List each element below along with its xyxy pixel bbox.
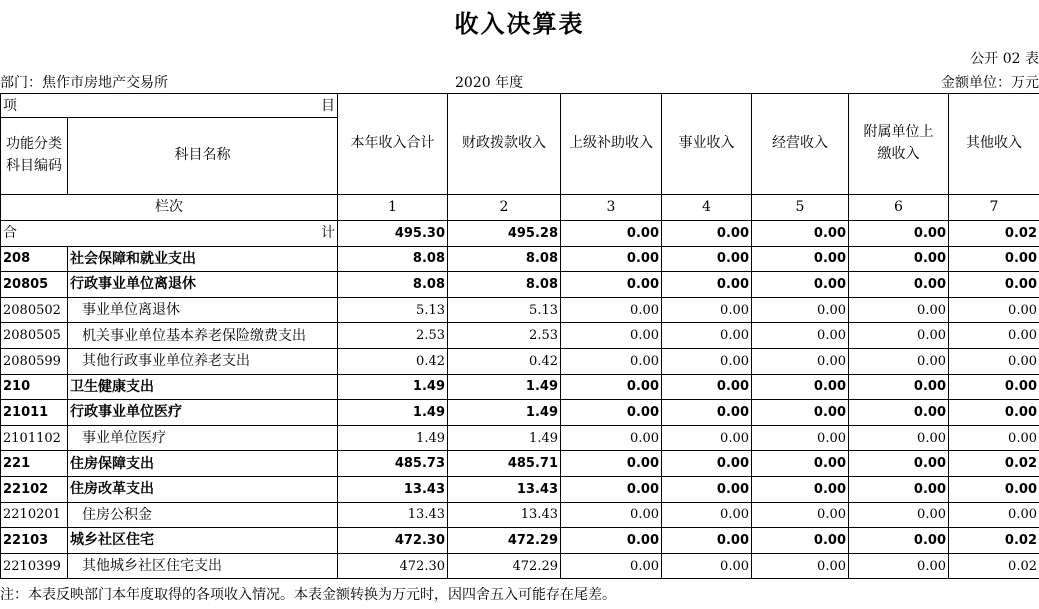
col-header-1: 本年收入合计 <box>338 94 448 195</box>
row-code: 21011 <box>1 400 68 426</box>
row-value: 0.00 <box>849 502 949 528</box>
row-value: 0.00 <box>752 323 849 349</box>
table-row <box>1 400 1039 426</box>
row-value: 485.73 <box>338 451 448 477</box>
row-value: 0.00 <box>752 553 849 579</box>
code-header: 功能分类科目编码 <box>1 118 68 195</box>
row-value: 1.49 <box>448 400 561 426</box>
row-value: 0.00 <box>849 272 949 298</box>
col-header-7: 其他收入 <box>949 94 1039 195</box>
row-value: 0.00 <box>561 297 662 323</box>
department-label: 部门：焦作市房地产交易所 <box>0 75 168 91</box>
row-value: 0.00 <box>949 374 1039 400</box>
row-value: 0.00 <box>849 476 949 502</box>
row-value: 1.49 <box>338 400 448 426</box>
row-value: 0.00 <box>662 476 752 502</box>
row-name: 事业单位医疗 <box>68 425 338 451</box>
row-value: 8.08 <box>338 272 448 298</box>
row-code: 22103 <box>1 528 68 554</box>
row-value: 0.00 <box>752 400 849 426</box>
col-header-4: 事业收入 <box>662 94 752 195</box>
table-row <box>1 528 1039 554</box>
row-value: 0.00 <box>752 502 849 528</box>
row-value: 0.00 <box>752 425 849 451</box>
row-value: 0.00 <box>849 528 949 554</box>
row-value: 1.49 <box>448 425 561 451</box>
row-value: 0.00 <box>849 323 949 349</box>
col-num-6: 6 <box>849 195 949 221</box>
total-value: 495.28 <box>448 221 561 247</box>
row-code: 2080505 <box>1 323 68 349</box>
row-value: 472.30 <box>338 553 448 579</box>
row-value: 1.49 <box>338 374 448 400</box>
table-row <box>1 348 1039 374</box>
table-row <box>1 502 1039 528</box>
item-header-mu: 目 <box>321 97 335 114</box>
footnote: 注：本表反映部门本年度取得的各项收入情况。本表金额转换为万元时，因四舍五入可能存在尾差。 <box>0 587 616 603</box>
form-number: 公开 02 表 <box>970 51 1039 67</box>
row-value: 0.00 <box>662 502 752 528</box>
row-value: 0.00 <box>949 246 1039 272</box>
row-value: 0.00 <box>561 451 662 477</box>
col-header-2: 财政拨款收入 <box>448 94 561 195</box>
row-name: 住房公积金 <box>68 502 338 528</box>
row-value: 0.00 <box>752 246 849 272</box>
row-value: 0.00 <box>949 425 1039 451</box>
table-row <box>1 476 1039 502</box>
row-value: 0.02 <box>949 451 1039 477</box>
row-value: 0.00 <box>662 348 752 374</box>
row-name: 行政事业单位医疗 <box>68 400 338 426</box>
col-num-1: 1 <box>338 195 448 221</box>
total-value: 0.00 <box>752 221 849 247</box>
row-value: 0.00 <box>662 553 752 579</box>
row-name: 行政事业单位离退休 <box>68 272 338 298</box>
row-value: 8.08 <box>448 272 561 298</box>
row-value: 0.00 <box>752 528 849 554</box>
row-value: 0.00 <box>561 553 662 579</box>
table-row <box>1 323 1039 349</box>
row-value: 0.00 <box>849 425 949 451</box>
row-value: 13.43 <box>338 502 448 528</box>
item-header-xiang: 项 <box>3 97 17 114</box>
row-value: 0.00 <box>662 425 752 451</box>
row-value: 0.00 <box>849 246 949 272</box>
row-value: 0.00 <box>849 297 949 323</box>
item-header-cell <box>1 94 338 118</box>
total-label-he: 合 <box>3 225 17 242</box>
row-value: 1.49 <box>448 374 561 400</box>
row-value: 5.13 <box>338 297 448 323</box>
total-label-ji: 计 <box>321 225 335 242</box>
row-name: 住房保障支出 <box>68 451 338 477</box>
row-value: 0.00 <box>561 476 662 502</box>
row-value: 0.00 <box>752 451 849 477</box>
col-num-4: 4 <box>662 195 752 221</box>
row-value: 0.00 <box>949 400 1039 426</box>
row-name: 卫生健康支出 <box>68 374 338 400</box>
total-row <box>1 221 1039 247</box>
row-value: 0.00 <box>752 348 849 374</box>
row-value: 2.53 <box>448 323 561 349</box>
row-value: 0.00 <box>662 528 752 554</box>
total-value: 495.30 <box>338 221 448 247</box>
row-value: 8.08 <box>338 246 448 272</box>
row-name: 城乡社区住宅 <box>68 528 338 554</box>
row-value: 472.29 <box>448 528 561 554</box>
row-code: 2080502 <box>1 297 68 323</box>
col-header-6: 附属单位上缴收入 <box>849 94 949 195</box>
row-value: 0.00 <box>561 323 662 349</box>
row-value: 0.00 <box>849 553 949 579</box>
row-value: 0.00 <box>949 476 1039 502</box>
row-value: 0.02 <box>949 528 1039 554</box>
col-num-5: 5 <box>752 195 849 221</box>
row-value: 0.00 <box>561 528 662 554</box>
row-code: 2080599 <box>1 348 68 374</box>
page-title: 收入决算表 <box>454 10 585 38</box>
row-value: 13.43 <box>338 476 448 502</box>
name-header: 科目名称 <box>68 118 338 195</box>
row-value: 0.00 <box>949 348 1039 374</box>
row-value: 8.08 <box>448 246 561 272</box>
row-value: 485.71 <box>448 451 561 477</box>
row-code: 208 <box>1 246 68 272</box>
col-header-3: 上级补助收入 <box>561 94 662 195</box>
row-value: 2.53 <box>338 323 448 349</box>
row-name: 其他城乡社区住宅支出 <box>68 553 338 579</box>
row-value: 0.00 <box>949 297 1039 323</box>
row-value: 13.43 <box>448 502 561 528</box>
row-value: 0.00 <box>949 272 1039 298</box>
row-value: 5.13 <box>448 297 561 323</box>
row-value: 1.49 <box>338 425 448 451</box>
row-value: 0.02 <box>949 553 1039 579</box>
total-value: 0.00 <box>849 221 949 247</box>
row-value: 0.00 <box>849 348 949 374</box>
row-value: 0.00 <box>561 425 662 451</box>
row-value: 472.29 <box>448 553 561 579</box>
row-name: 住房改革支出 <box>68 476 338 502</box>
table-row <box>1 272 1039 298</box>
table-row <box>1 451 1039 477</box>
table-row <box>1 297 1039 323</box>
table-row <box>1 374 1039 400</box>
row-value: 0.00 <box>752 374 849 400</box>
row-name: 机关事业单位基本养老保险缴费支出 <box>68 323 338 349</box>
row-code: 2101102 <box>1 425 68 451</box>
col-header-5: 经营收入 <box>752 94 849 195</box>
row-code: 2210399 <box>1 553 68 579</box>
row-value: 13.43 <box>448 476 561 502</box>
table-row <box>1 553 1039 579</box>
row-value: 0.42 <box>338 348 448 374</box>
header-row-item <box>1 94 1039 118</box>
row-value: 472.30 <box>338 528 448 554</box>
row-value: 0.00 <box>561 272 662 298</box>
row-value: 0.00 <box>662 272 752 298</box>
lanci-label: 栏次 <box>1 195 338 221</box>
row-code: 2210201 <box>1 502 68 528</box>
row-code: 221 <box>1 451 68 477</box>
row-value: 0.00 <box>752 476 849 502</box>
row-value: 0.00 <box>561 502 662 528</box>
row-value: 0.00 <box>662 323 752 349</box>
row-code: 22102 <box>1 476 68 502</box>
total-value: 0.02 <box>949 221 1039 247</box>
table-row <box>1 246 1039 272</box>
row-value: 0.00 <box>849 451 949 477</box>
amount-unit-label: 金额单位：万元 <box>941 75 1039 91</box>
total-value: 0.00 <box>561 221 662 247</box>
row-value: 0.00 <box>662 451 752 477</box>
row-value: 0.00 <box>662 374 752 400</box>
table-row <box>1 425 1039 451</box>
row-code: 20805 <box>1 272 68 298</box>
total-label-cell <box>1 221 338 247</box>
row-value: 0.00 <box>561 348 662 374</box>
row-name: 其他行政事业单位养老支出 <box>68 348 338 374</box>
col-num-2: 2 <box>448 195 561 221</box>
row-name: 事业单位离退休 <box>68 297 338 323</box>
row-value: 0.00 <box>662 297 752 323</box>
row-value: 0.00 <box>949 323 1039 349</box>
row-value: 0.00 <box>662 246 752 272</box>
row-value: 0.00 <box>662 400 752 426</box>
row-value: 0.00 <box>949 502 1039 528</box>
row-value: 0.00 <box>752 297 849 323</box>
income-table <box>0 93 1039 579</box>
header-row-lanci <box>1 195 1039 221</box>
row-value: 0.00 <box>561 374 662 400</box>
col-num-7: 7 <box>949 195 1039 221</box>
row-value: 0.00 <box>561 400 662 426</box>
row-value: 0.00 <box>752 272 849 298</box>
row-code: 210 <box>1 374 68 400</box>
row-value: 0.00 <box>561 246 662 272</box>
total-value: 0.00 <box>662 221 752 247</box>
row-value: 0.00 <box>849 374 949 400</box>
col-num-3: 3 <box>561 195 662 221</box>
row-value: 0.00 <box>849 400 949 426</box>
row-name: 社会保障和就业支出 <box>68 246 338 272</box>
row-value: 0.42 <box>448 348 561 374</box>
fiscal-year-label: 2020 年度 <box>455 75 524 91</box>
